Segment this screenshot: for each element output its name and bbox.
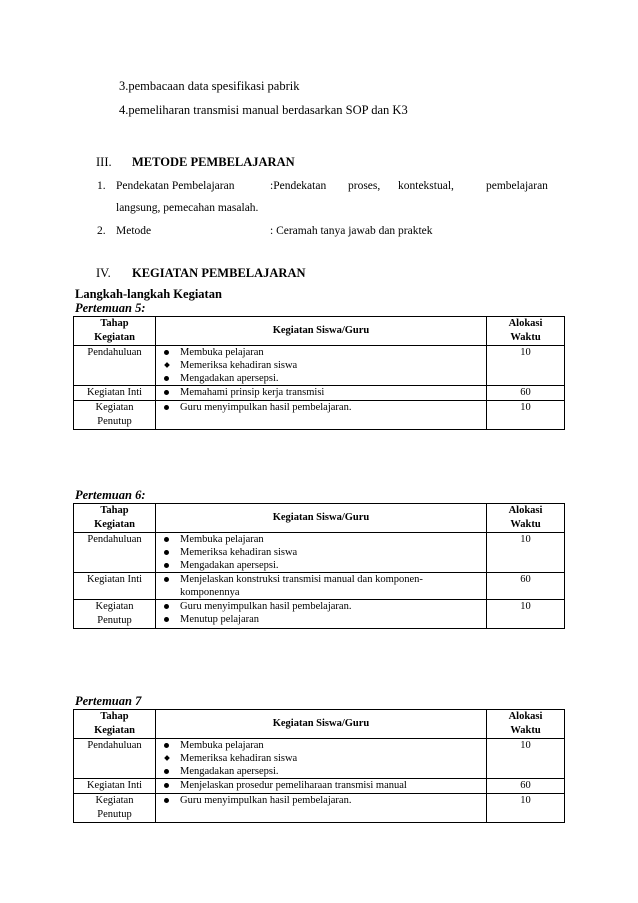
list-item: Memahami prinsip kerja transmisi bbox=[162, 386, 486, 399]
meeting-5-table bbox=[73, 316, 565, 430]
table-row bbox=[74, 794, 565, 823]
header-stage: Tahap Kegiatan bbox=[74, 504, 156, 533]
activity-cell bbox=[156, 386, 487, 401]
method-1-word-2: kontekstual, bbox=[398, 180, 454, 192]
table-row bbox=[74, 401, 565, 430]
table-header-row bbox=[74, 710, 565, 739]
time-cell: 10 bbox=[487, 346, 565, 386]
method-1-number: 1. bbox=[97, 180, 106, 192]
section-3-title: METODE PEMBELAJARAN bbox=[132, 155, 295, 169]
table-row bbox=[74, 386, 565, 401]
list-item: Mengadakan apersepsi. bbox=[162, 559, 486, 572]
activity-cell bbox=[156, 600, 487, 629]
stage-cell: Kegiatan Penutup bbox=[74, 401, 156, 430]
activity-cell bbox=[156, 779, 487, 794]
method-1-word-3: pembelajaran bbox=[486, 180, 548, 192]
header-time: Alokasi Waktu bbox=[487, 710, 565, 739]
list-item: Memeriksa kehadiran siswa bbox=[162, 546, 486, 559]
table-row bbox=[74, 739, 565, 779]
table-row bbox=[74, 346, 565, 386]
list-item: Menutup pelajaran bbox=[162, 613, 486, 626]
activity-cell bbox=[156, 533, 487, 573]
method-2-label: Metode bbox=[116, 225, 152, 237]
section-3-numeral: III. bbox=[96, 155, 112, 169]
time-cell: 60 bbox=[487, 573, 565, 600]
meeting-5-title: Pertemuan 5: bbox=[75, 301, 146, 315]
time-cell: 10 bbox=[487, 739, 565, 779]
list-item: Menjelaskan konstruksi transmisi manual dan komponen- bbox=[162, 573, 486, 586]
activity-cell bbox=[156, 573, 487, 600]
time-cell: 10 bbox=[487, 794, 565, 823]
table-row bbox=[74, 573, 565, 600]
header-activity: Kegiatan Siswa/Guru bbox=[156, 504, 487, 533]
method-1-word-1: proses, bbox=[348, 180, 381, 192]
section-4-numeral: IV. bbox=[96, 266, 111, 280]
method-2-value: : Ceramah tanya jawab dan praktek bbox=[270, 225, 433, 237]
stage-cell: Pendahuluan bbox=[74, 346, 156, 386]
activity-cell bbox=[156, 739, 487, 779]
list-item: Mengadakan apersepsi. bbox=[162, 765, 486, 778]
method-1-label: Pendekatan Pembelajaran bbox=[116, 180, 235, 192]
list-item: Membuka pelajaran bbox=[162, 346, 486, 359]
method-1-sep: :Pendekatan bbox=[270, 180, 327, 192]
list-item-continuation: komponennya bbox=[180, 587, 240, 598]
stage-cell: Pendahuluan bbox=[74, 533, 156, 573]
steps-title: Langkah-langkah Kegiatan bbox=[75, 287, 222, 301]
stage-cell: Pendahuluan bbox=[74, 739, 156, 779]
header-activity: Kegiatan Siswa/Guru bbox=[156, 317, 487, 346]
stage-cell: Kegiatan Penutup bbox=[74, 794, 156, 823]
activity-cell bbox=[156, 401, 487, 430]
header-time: Alokasi Waktu bbox=[487, 317, 565, 346]
meeting-7-title: Pertemuan 7 bbox=[75, 694, 142, 708]
table-header-row bbox=[74, 504, 565, 533]
method-2-number: 2. bbox=[97, 225, 106, 237]
list-item: Guru menyimpulkan hasil pembelajaran. bbox=[162, 401, 486, 414]
meeting-6-table bbox=[73, 503, 565, 629]
activity-cell bbox=[156, 794, 487, 823]
header-stage: Tahap Kegiatan bbox=[74, 317, 156, 346]
intro-item-4: 4.pemeliharan transmisi manual berdasarkan SOP dan K3 bbox=[119, 103, 408, 117]
stage-cell: Kegiatan Inti bbox=[74, 779, 156, 794]
table-row bbox=[74, 533, 565, 573]
list-item: Memeriksa kehadiran siswa bbox=[162, 752, 486, 765]
time-cell: 10 bbox=[487, 533, 565, 573]
header-time: Alokasi Waktu bbox=[487, 504, 565, 533]
table-row bbox=[74, 779, 565, 794]
stage-cell: Kegiatan Inti bbox=[74, 386, 156, 401]
time-cell: 10 bbox=[487, 401, 565, 430]
time-cell: 60 bbox=[487, 779, 565, 794]
list-item: Membuka pelajaran bbox=[162, 739, 486, 752]
list-item: Mengadakan apersepsi. bbox=[162, 372, 486, 385]
table-header-row bbox=[74, 317, 565, 346]
time-cell: 10 bbox=[487, 600, 565, 629]
meeting-6-title: Pertemuan 6: bbox=[75, 488, 146, 502]
section-4-title: KEGIATAN PEMBELAJARAN bbox=[132, 266, 306, 280]
meeting-7-table bbox=[73, 709, 565, 823]
list-item: Guru menyimpulkan hasil pembelajaran. bbox=[162, 794, 486, 807]
table-row bbox=[74, 600, 565, 629]
stage-cell: Kegiatan Inti bbox=[74, 573, 156, 600]
header-stage: Tahap Kegiatan bbox=[74, 710, 156, 739]
intro-item-3: 3.pembacaan data spesifikasi pabrik bbox=[119, 79, 300, 93]
list-item: Guru menyimpulkan hasil pembelajaran. bbox=[162, 600, 486, 613]
list-item: Memeriksa kehadiran siswa bbox=[162, 359, 486, 372]
method-1-continuation: langsung, pemecahan masalah. bbox=[116, 202, 259, 214]
stage-cell: Kegiatan Penutup bbox=[74, 600, 156, 629]
time-cell: 60 bbox=[487, 386, 565, 401]
list-item: Membuka pelajaran bbox=[162, 533, 486, 546]
activity-cell bbox=[156, 346, 487, 386]
header-activity: Kegiatan Siswa/Guru bbox=[156, 710, 487, 739]
list-item: Menjelaskan prosedur pemeliharaan transmisi manual bbox=[162, 779, 486, 792]
